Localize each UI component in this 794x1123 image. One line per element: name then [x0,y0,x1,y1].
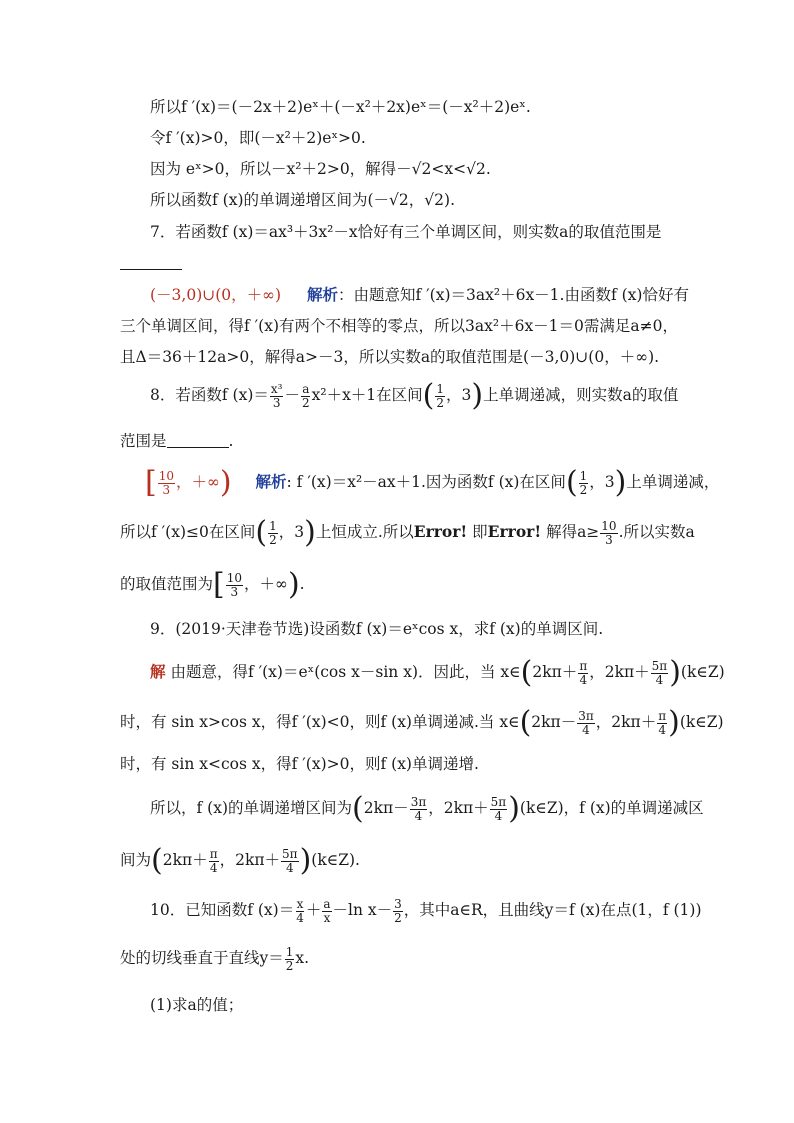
question-7-solution-line-1 [150,284,689,306]
question-10-part-1: (1)求a的值； [150,996,244,1014]
question-9-solution-line-5: 间为(2kπ＋ $\frac{\pi}{4}$ ，2kπ＋ $\frac{5\pi}{4}$ )(k∈Z). [120,843,360,878]
fraction-one-half: $\frac{1}{2}$ [436,381,445,410]
question-10-stem-line-2: 处的切线垂直于直线y＝ $\frac{1}{2}$ x. [120,945,310,973]
question-9-solution-line-3: 时，有 sin x<cos x，得f ′(x)>0，则f (x)单调递增. [120,755,479,773]
analysis-label: 解析 [255,472,287,491]
error-placeholder: Error! [413,522,468,541]
question-9-solution-line-4: 所以，f (x)的单调递增区间为(2kπ－ $\frac{3\pi}{4}$ ，2kπ＋ $\frac{5\pi}{4}$ )(k∈Z)，f (x)的单调递减区 [150,791,704,826]
answer-blank [167,431,229,448]
q8-stem-start: 8．若函数f (x)＝ [150,386,269,404]
question-9-solution-line-1: 解 由题意，得f ′(x)＝eˣ(cos x－sin x)．因此，当 x∈(2kπ＋ $\frac{\pi}{4}$ ，2kπ＋ $\frac{5\pi}{4}$ )(k∈Z) [150,655,725,690]
question-7-analysis-text: ：由题意知f ′(x)＝3ax²＋6x－1.由函数f (x)恰好有 [338,286,689,304]
question-8-solution-line-1: [ $\frac{10}{3}$ ，＋∞) 解析: f ′(x)＝x²－ax＋1.因为函数f (x)在区间( $\frac{1}{2}$ ，3)上单调递减， [145,465,720,500]
question-8-solution-line-2: 所以f ′(x)≤0在区间( $\frac{1}{2}$ ，3)上恒成立.所以Error! 即Error! 解得a≥ $\frac{10}{3}$ .所以实数a [120,515,695,550]
text-line-3: 因为 eˣ>0，所以－x²＋2>0，解得－√2<x<√2. [150,160,491,178]
question-7-answer: (－3,0)∪(0，＋∞) [150,286,282,304]
question-7-solution-line-2: 三个单调区间，得f ′(x)有两个不相等的零点，所以3ax²＋6x－1＝0需满足a≠0， [120,317,678,335]
fraction-x3-over-3: $\frac{\text{x³}}{3}$ [270,381,283,410]
question-7-blank-line [120,252,182,274]
question-9-stem: 9．(2019·天津卷节选)设函数f (x)＝eˣcos x，求f (x)的单调区间. [150,620,604,638]
analysis-label: 解析 [306,285,338,304]
question-8-solution-line-3: 的取值范围为[ $\frac{10}{3}$ ，＋∞). [120,567,305,602]
solution-label: 解 [150,662,166,681]
fraction-a-over-2: $\frac{a}{2}$ [301,381,310,410]
question-8-stem-line-2: 范围是 . [120,432,234,450]
question-7-solution-line-3: 且Δ＝36＋12a>0，解得a>－3，所以实数a的取值范围是(－3,0)∪(0，＋∞). [120,348,660,366]
text-line-2: 令f ′(x)>0，即(－x²＋2)eˣ>0. [150,129,366,147]
question-10-stem: 10．已知函数f (x)＝ $\frac{x}{4}$ ＋ $\frac{a}{x}$ －ln x－ $\frac{3}{2}$ ，其中a∈R，且曲线y＝f (x)在点(1，f (1)) [150,897,702,925]
answer-fraction-ten-thirds: $\frac{10}{3}$ [158,468,174,497]
answer-blank [120,253,182,270]
text-line-4: 所以函数f (x)的单调递增区间为(－√2，√2). [150,191,455,209]
question-7-stem: 7．若函数f (x)＝ax³＋3x²－x恰好有三个单调区间，则实数a的取值范围是 [150,223,662,241]
question-8-stem: 8．若函数f (x)＝ $\frac{\text{x³}}{3}$ － $\frac{a}{2}$ x²＋x＋1在区间( $\frac{1}{2}$ ，3)上单调递减，则实数a的取值 [150,378,679,413]
question-9-solution-line-2: 时，有 sin x>cos x，得f ′(x)<0，则f (x)单调递减.当 x∈(2kπ－ $\frac{3\pi}{4}$ ，2kπ＋ $\frac{\pi}{4}$ )(k∈Z) [120,705,724,740]
error-placeholder: Error! [487,522,542,541]
text-line-1: 所以f ′(x)＝(－2x＋2)eˣ＋(－x²＋2x)eˣ＝(－x²＋2)eˣ. [150,98,531,116]
